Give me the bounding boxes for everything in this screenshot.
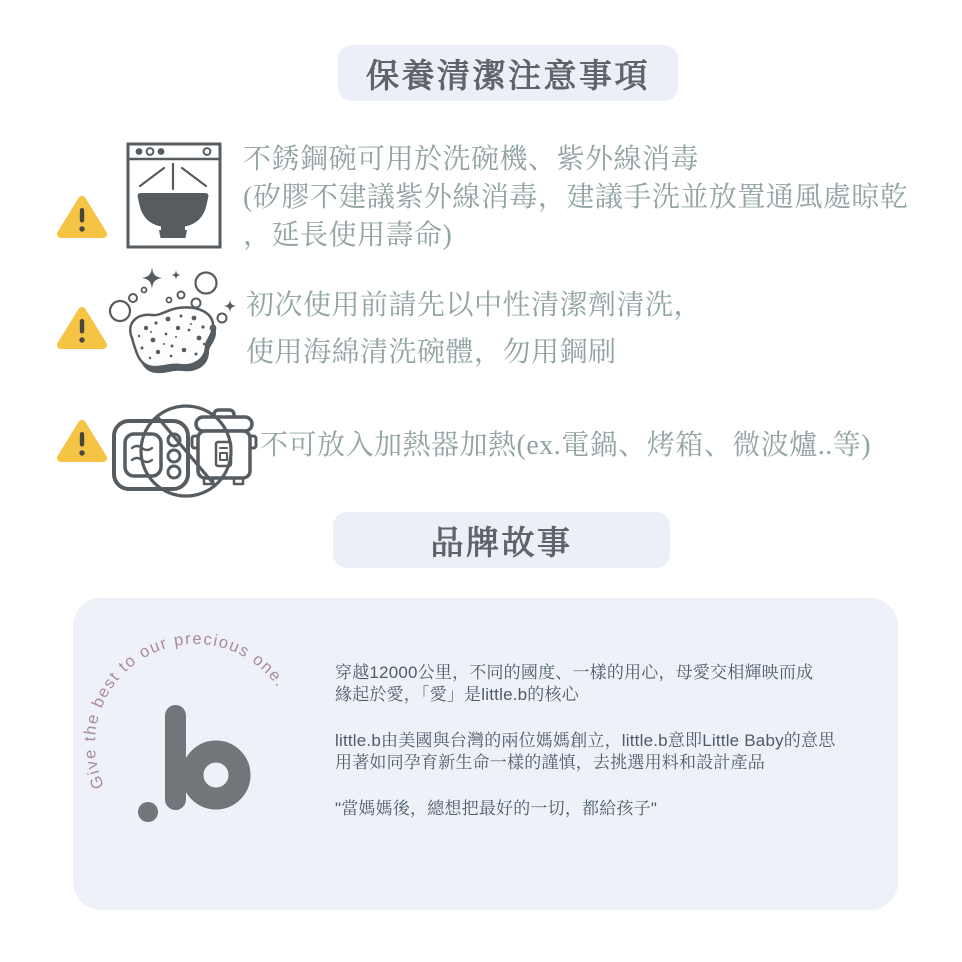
- care-item-text: [243, 141, 908, 255]
- brand-line: 穿越12000公里，不同的國度、一樣的用心，母愛交相輝映而成: [335, 663, 814, 682]
- little-b-logo: [78, 622, 313, 857]
- care-section-title-badge: [338, 45, 678, 101]
- warning-icon: [56, 305, 108, 351]
- care-line: 不可放入加熱器加熱(ex.電鍋、烤箱、微波爐..等): [260, 430, 872, 461]
- care-line: (矽膠不建議紫外線消毒，建議手洗並放置通風處晾乾: [243, 182, 909, 213]
- logo-b-mark: [138, 705, 240, 822]
- care-section-title: 保養清潔注意事項: [366, 56, 650, 94]
- care-item-text: [260, 427, 871, 465]
- brand-story-text: [335, 662, 915, 820]
- warning-icon: [56, 418, 108, 464]
- no-heating-icon: [110, 400, 260, 502]
- brand-line: little.b由美國與台灣的兩位媽媽創立，little.b意即Little Baby的意思: [335, 731, 836, 750]
- care-line: ，延長使用壽命): [243, 220, 453, 251]
- brand-line: "當媽媽後，總想把最好的一切，都給孩子": [335, 799, 658, 818]
- logo-arc-text: Give the best to our precious one.: [80, 629, 290, 792]
- care-line: 使用海綿清洗碗體，勿用鋼刷: [246, 337, 617, 368]
- brand-line: 用著如同孕育新生命一樣的謹慎，去挑選用料和設計產品: [335, 753, 765, 772]
- brand-section-title-badge: [333, 512, 670, 568]
- sponge-icon: [106, 266, 241, 388]
- brand-section-title: 品牌故事: [430, 523, 573, 561]
- dishwasher-icon: [126, 142, 222, 249]
- care-line: 不銹鋼碗可用於洗碗機、紫外線消毒: [243, 144, 700, 175]
- brand-line: 緣起於愛，「愛」是little.b的核心: [335, 685, 579, 704]
- warning-icon: [56, 194, 108, 240]
- brand-paragraph: [335, 798, 915, 820]
- care-line: 初次使用前請先以中性清潔劑清洗，: [246, 290, 703, 321]
- brand-paragraph: [335, 662, 915, 706]
- brand-paragraph: [335, 730, 915, 774]
- care-item-text: [246, 282, 702, 376]
